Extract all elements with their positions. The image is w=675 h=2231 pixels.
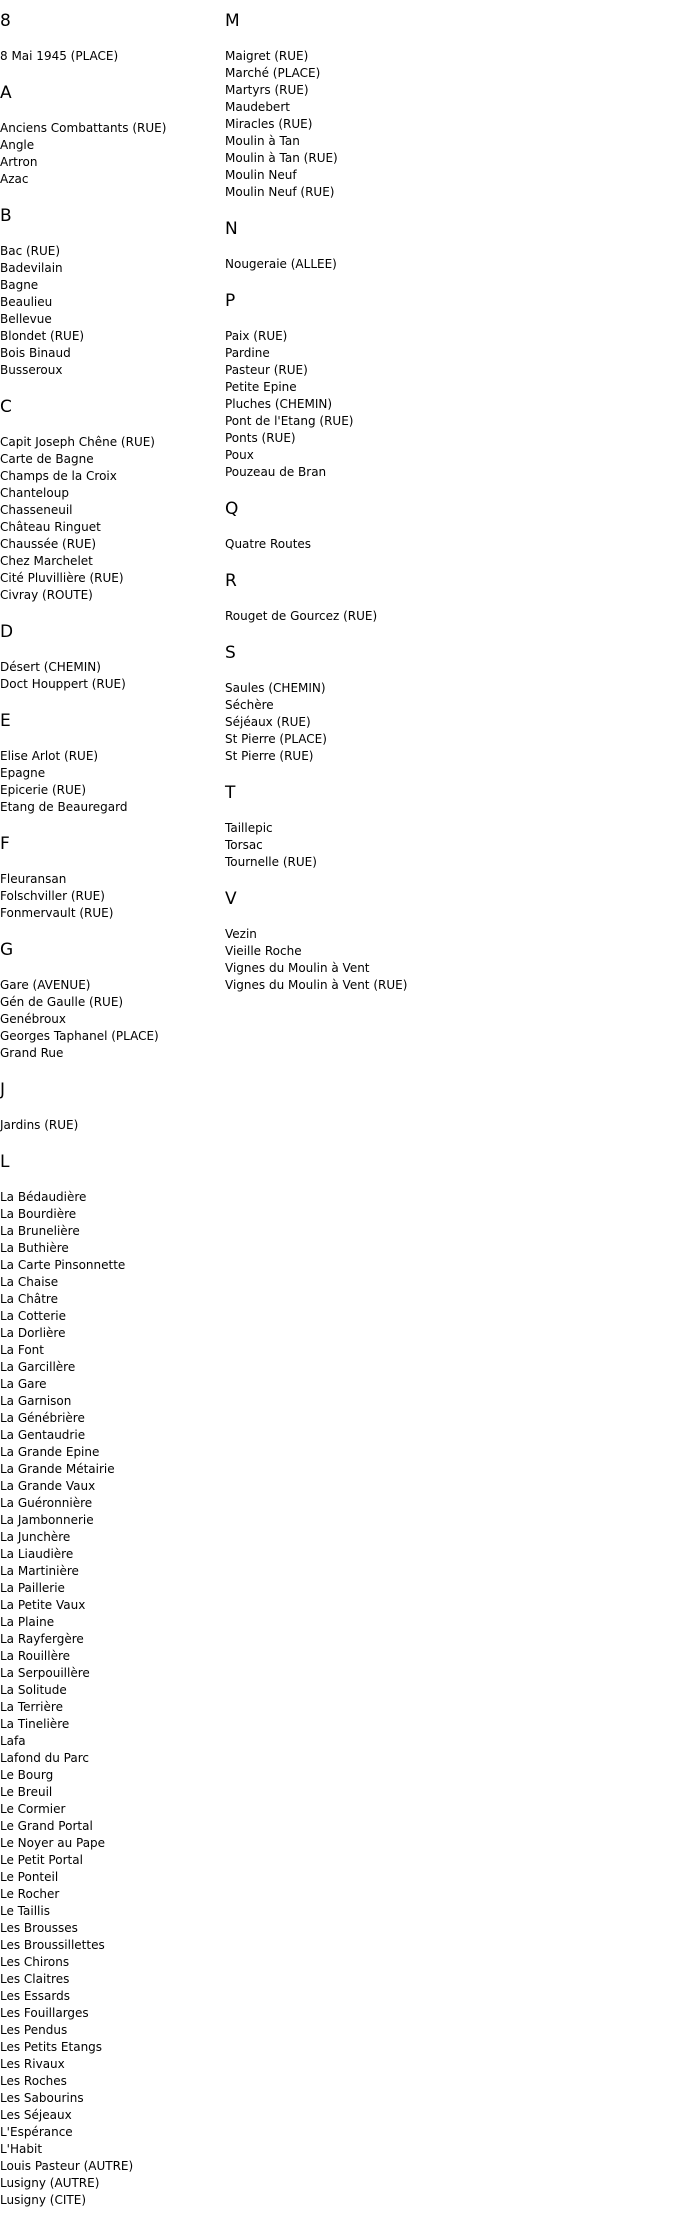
street-name: Les Chirons — [0, 1955, 70, 1969]
street-name: La Garcillère — [0, 1360, 76, 1374]
street-name: Les Broussillettes — [0, 1938, 105, 1952]
street-name: Capit Joseph Chêne (RUE) — [0, 435, 155, 449]
section-letter-heading: D — [0, 622, 14, 642]
section-letter-heading: T — [225, 783, 236, 803]
street-name: Les Fouillarges — [0, 2006, 89, 2020]
street-name: Le Cormier — [0, 1802, 66, 1816]
street-name: Epagne — [0, 766, 46, 780]
street-name: Saules (CHEMIN) — [225, 681, 326, 695]
street-name: Moulin à Tan (RUE) — [225, 151, 338, 165]
letter-section — [0, 833, 220, 922]
street-name: Le Taillis — [0, 1904, 50, 1918]
street-name: Folschviller (RUE) — [0, 889, 105, 903]
street-name: La Paillerie — [0, 1581, 65, 1595]
street-name: Pardine — [225, 346, 270, 360]
street-name: La Chaise — [0, 1275, 59, 1289]
street-name: L'Habit — [0, 2142, 43, 2156]
street-name: Tournelle (RUE) — [225, 855, 317, 869]
street-index-left-column — [0, 0, 220, 2226]
street-name: Moulin à Tan — [225, 134, 300, 148]
letter-section — [0, 1079, 220, 1134]
street-name: Vieille Roche — [225, 944, 302, 958]
street-name: Moulin Neuf (RUE) — [225, 185, 335, 199]
section-letter-heading: E — [0, 711, 11, 731]
letter-section — [225, 570, 665, 625]
street-name: Miracles (RUE) — [225, 117, 313, 131]
street-name: Badevilain — [0, 261, 63, 275]
street-name: Azac — [0, 172, 29, 186]
section-letter-heading: R — [225, 571, 237, 591]
street-name: La Guéronnière — [0, 1496, 93, 1510]
street-name: St Pierre (PLACE) — [225, 732, 327, 746]
letter-section — [0, 396, 220, 604]
street-name: Le Noyer au Pape — [0, 1836, 106, 1850]
street-name: La Garnison — [0, 1394, 72, 1408]
street-name: La Plaine — [0, 1615, 55, 1629]
letter-section — [225, 10, 665, 201]
street-name: Les Petits Etangs — [0, 2040, 103, 2054]
letter-section — [0, 82, 220, 188]
street-name: Fleuransan — [0, 872, 67, 886]
street-name: La Grande Métairie — [0, 1462, 115, 1476]
street-name: La Martinière — [0, 1564, 79, 1578]
street-name: Les Roches — [0, 2074, 67, 2088]
street-name: La Gentaudrie — [0, 1428, 86, 1442]
street-name: Paix (RUE) — [225, 329, 288, 343]
street-name: Maudebert — [225, 100, 290, 114]
street-name: Ponts (RUE) — [225, 431, 296, 445]
street-name: Les Essards — [0, 1989, 70, 2003]
section-letter-heading: N — [225, 219, 238, 239]
street-name: Champs de la Croix — [0, 469, 117, 483]
street-name: La Brunelière — [0, 1224, 80, 1238]
section-letter-heading: Q — [225, 499, 239, 519]
street-name: St Pierre (RUE) — [225, 749, 314, 763]
street-name: La Petite Vaux — [0, 1598, 86, 1612]
street-name: Jardins (RUE) — [0, 1118, 79, 1132]
street-name: La Tinelière — [0, 1717, 70, 1731]
street-name: Bellevue — [0, 312, 52, 326]
street-name: La Génébrière — [0, 1411, 85, 1425]
street-name: Bac (RUE) — [0, 244, 61, 258]
street-name: Etang de Beauregard — [0, 800, 128, 814]
street-name: Poux — [225, 448, 254, 462]
street-name: Le Breuil — [0, 1785, 53, 1799]
street-name: Martyrs (RUE) — [225, 83, 309, 97]
letter-section — [0, 205, 220, 379]
street-name: La Bourdière — [0, 1207, 77, 1221]
street-name: Vignes du Moulin à Vent (RUE) — [225, 978, 408, 992]
street-name: Cité Pluvillière (RUE) — [0, 571, 124, 585]
street-name: Lusigny (AUTRE) — [0, 2176, 100, 2190]
street-name: Pluches (CHEMIN) — [225, 397, 333, 411]
street-name: 8 Mai 1945 (PLACE) — [0, 49, 119, 63]
street-name: Maigret (RUE) — [225, 49, 309, 63]
street-name: Lafa — [0, 1734, 26, 1748]
street-name: Le Ponteil — [0, 1870, 59, 1884]
street-name: Désert (CHEMIN) — [0, 660, 101, 674]
street-name: Lafond du Parc — [0, 1751, 89, 1765]
street-name: Séchère — [225, 698, 274, 712]
street-name: Anciens Combattants (RUE) — [0, 121, 167, 135]
street-name: Georges Taphanel (PLACE) — [0, 1029, 159, 1043]
street-name: Genébroux — [0, 1012, 67, 1026]
street-name: La Serpouillère — [0, 1666, 90, 1680]
letter-section — [0, 939, 220, 1062]
street-name: La Rouillère — [0, 1649, 71, 1663]
street-name: Busseroux — [0, 363, 63, 377]
street-name: Angle — [0, 138, 35, 152]
letter-section — [225, 782, 665, 871]
street-name: Doct Houppert (RUE) — [0, 677, 126, 691]
street-name: Gén de Gaulle (RUE) — [0, 995, 124, 1009]
street-name: La Carte Pinsonnette — [0, 1258, 126, 1272]
street-name: La Gare — [0, 1377, 47, 1391]
street-name: Gare (AVENUE) — [0, 978, 91, 992]
section-letter-heading: S — [225, 643, 236, 663]
street-name: La Solitude — [0, 1683, 67, 1697]
street-name: Les Rivaux — [0, 2057, 65, 2071]
letter-section — [0, 621, 220, 693]
street-name: La Font — [0, 1343, 44, 1357]
street-name: La Jambonnerie — [0, 1513, 94, 1527]
street-name: Beaulieu — [0, 295, 53, 309]
street-name: Chez Marchelet — [0, 554, 93, 568]
street-name: La Terrière — [0, 1700, 63, 1714]
street-name: Pont de l'Etang (RUE) — [225, 414, 354, 428]
letter-section — [0, 710, 220, 816]
street-name: Moulin Neuf — [225, 168, 297, 182]
letter-section — [225, 642, 665, 765]
street-name: Chaussée (RUE) — [0, 537, 97, 551]
street-name: Les Séjeaux — [0, 2108, 72, 2122]
section-letter-heading: P — [225, 291, 236, 311]
street-name: Louis Pasteur (AUTRE) — [0, 2159, 134, 2173]
street-name: Le Grand Portal — [0, 1819, 93, 1833]
street-name: La Dorlière — [0, 1326, 66, 1340]
section-letter-heading: F — [0, 834, 10, 854]
street-name: Quatre Routes — [225, 537, 312, 551]
street-name: Vezin — [225, 927, 257, 941]
street-name: Le Rocher — [0, 1887, 60, 1901]
street-name: Petite Epine — [225, 380, 297, 394]
street-name: Chanteloup — [0, 486, 69, 500]
letter-section — [225, 290, 665, 481]
street-index-right-column — [225, 0, 665, 1011]
letter-section — [225, 888, 665, 994]
street-name: La Junchère — [0, 1530, 71, 1544]
street-name: Pouzeau de Bran — [225, 465, 327, 479]
section-letter-heading: C — [0, 397, 12, 417]
street-name: Le Petit Portal — [0, 1853, 83, 1867]
street-name: Séjéaux (RUE) — [225, 715, 311, 729]
street-name: Marché (PLACE) — [225, 66, 321, 80]
street-name: Les Pendus — [0, 2023, 68, 2037]
street-name: La Bédaudière — [0, 1190, 87, 1204]
letter-section — [225, 498, 665, 553]
street-name: Taillepic — [225, 821, 273, 835]
street-name: Nougeraie (ALLEE) — [225, 257, 337, 271]
section-letter-heading: M — [225, 11, 240, 31]
street-name: Pasteur (RUE) — [225, 363, 308, 377]
section-letter-heading: G — [0, 940, 14, 960]
street-name: Fonmervault (RUE) — [0, 906, 114, 920]
letter-section — [0, 10, 220, 65]
street-name: Les Claitres — [0, 1972, 70, 1986]
section-letter-heading: A — [0, 83, 12, 103]
street-name: Le Bourg — [0, 1768, 54, 1782]
street-name: L'Espérance — [0, 2125, 73, 2139]
letter-section — [0, 1151, 220, 2209]
street-name: Les Sabourins — [0, 2091, 84, 2105]
street-name: La Buthière — [0, 1241, 69, 1255]
street-name: La Cotterie — [0, 1309, 67, 1323]
street-name: Rouget de Gourcez (RUE) — [225, 609, 378, 623]
street-name: Grand Rue — [0, 1046, 64, 1060]
street-name: Vignes du Moulin à Vent — [225, 961, 370, 975]
letter-section — [225, 218, 665, 273]
street-name: Bois Binaud — [0, 346, 71, 360]
street-name: La Grande Epine — [0, 1445, 100, 1459]
street-name: Carte de Bagne — [0, 452, 94, 466]
street-name: Bagne — [0, 278, 39, 292]
section-letter-heading: B — [0, 206, 12, 226]
street-name: Civray (ROUTE) — [0, 588, 93, 602]
street-name: La Grande Vaux — [0, 1479, 96, 1493]
street-name: La Rayfergère — [0, 1632, 84, 1646]
section-letter-heading: 8 — [0, 11, 11, 31]
section-letter-heading: J — [0, 1080, 6, 1100]
section-letter-heading: V — [225, 889, 237, 909]
street-name: Epicerie (RUE) — [0, 783, 87, 797]
street-name: Torsac — [225, 838, 263, 852]
street-name: Blondet (RUE) — [0, 329, 85, 343]
street-name: La Châtre — [0, 1292, 58, 1306]
street-name: Artron — [0, 155, 38, 169]
street-name: Lusigny (CITE) — [0, 2193, 86, 2207]
street-name: Les Brousses — [0, 1921, 78, 1935]
street-name: Elise Arlot (RUE) — [0, 749, 99, 763]
street-name: Château Ringuet — [0, 520, 101, 534]
section-letter-heading: L — [0, 1152, 10, 1172]
street-name: La Liaudière — [0, 1547, 74, 1561]
street-name: Chasseneuil — [0, 503, 73, 517]
